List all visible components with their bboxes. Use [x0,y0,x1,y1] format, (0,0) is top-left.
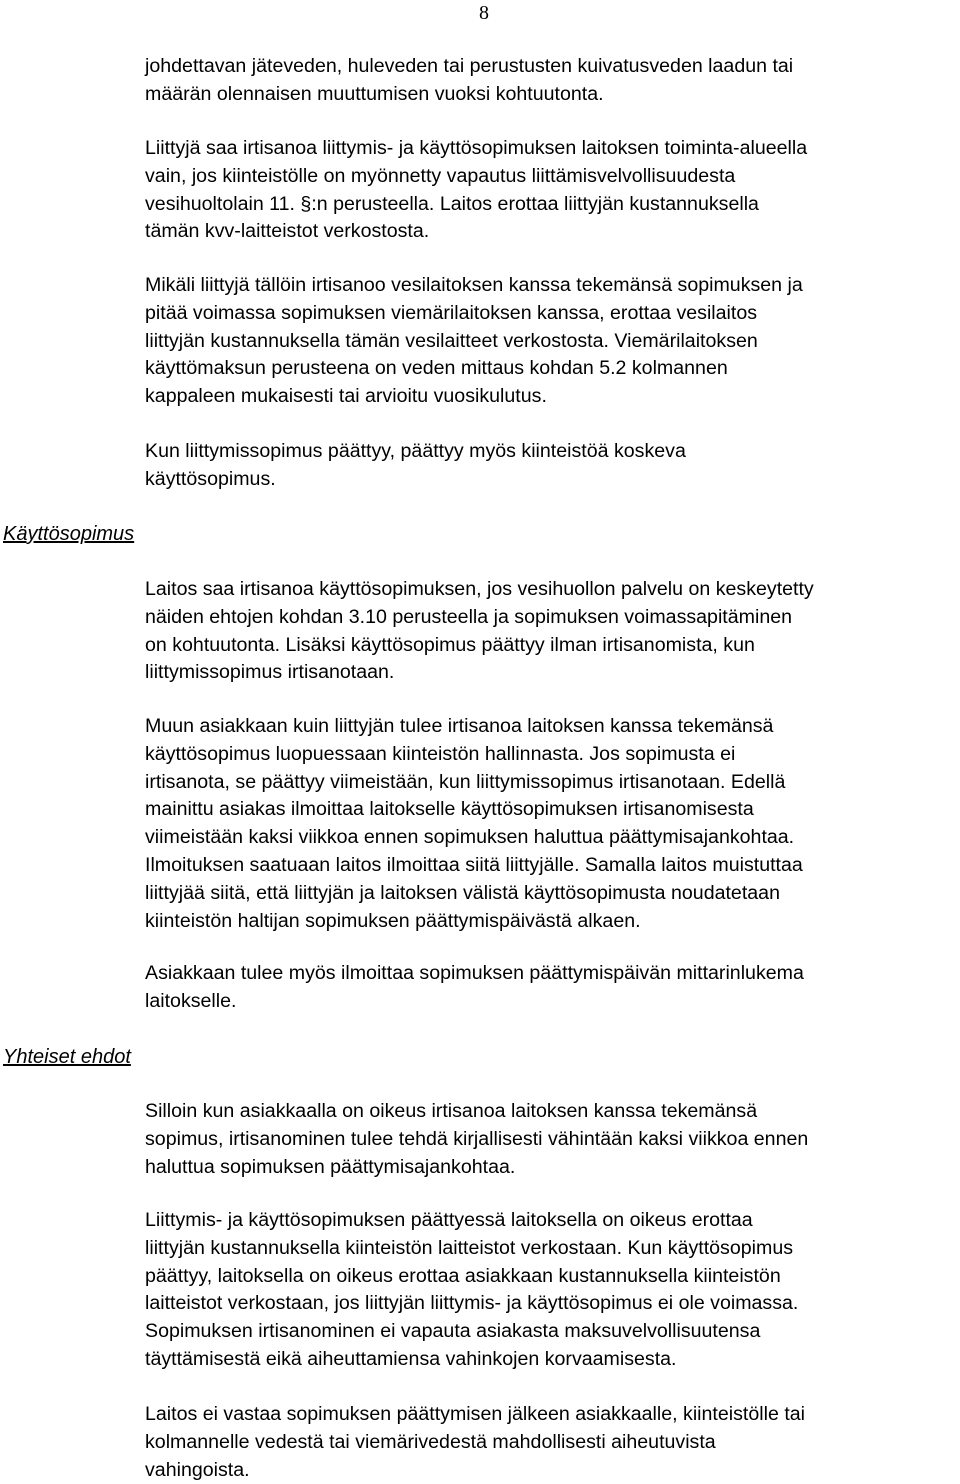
paragraph-7: Asiakkaan tulee myös ilmoittaa sopimuksen päättymispäivän mittarinlukema laitokselle. [145,962,804,1012]
paragraph-6: Muun asiakkaan kuin liittyjän tulee irtisanoa laitoksen kanssa tekemänsä käyttösopimus luopuessaan kiinteistön hallinnasta. Jos sopimusta ei irtisanota, se päättyy viimeistään, kun liittymissopimus irtisanotaan. Edellä mainittu asiakas ilmoittaa laitokselle käyttösopimuksen irtisanomisesta viimeistään kaksi viikkoa ennen sopimuksen haluttua päättymisajankohtaa. Ilmoituksen saatuaan laitos ilmoittaa siitä liittyjälle. Samalla laitos muistuttaa liittyjää siitä, että liittyjän ja laitoksen välistä käyttösopimusta noudatetaan kiinteistön haltijan sopimuksen päättymispäivästä alkaen. [145,715,803,932]
page-number: 8 [479,2,489,24]
paragraph-8: Silloin kun asiakkaalla on oikeus irtisanoa laitoksen kanssa tekemänsä sopimus, irtisanominen tulee tehdä kirjallisesti vähintään kaksi viikkoa ennen haluttua sopimuksen päättymisajankohtaa. [145,1100,809,1178]
paragraph-5: Laitos saa irtisanoa käyttösopimuksen, jos vesihuollon palvelu on keskeytetty näiden ehtojen kohdan 3.10 perusteella ja sopimuksen voimassapitäminen on kohtuutonta. Lisäksi käyttösopimus päättyy ilman irtisanomista, kun liittymissopimus irtisanotaan. [145,578,814,684]
side-heading-yhteiset-ehdot: Yhteiset ehdot [3,1046,131,1068]
paragraph-9: Liittymis- ja käyttösopimuksen päättyessä laitoksella on oikeus erottaa liittyjän kustannuksella kiinteistön laitteistot verkostaan. Kun käyttösopimus päättyy, laitoksella on oikeus erottaa asiakkaan kustannuksella kiinteistön laitteistot verkostaan, jos liittyjän liittymis- ja käyttösopimus ei ole voimassa. Sopimuksen irtisanominen ei vapauta asiakasta maksuvelvollisuutensa täyttämisestä eikä aiheuttamiensa vahinkojen korvaamisesta. [145,1209,799,1370]
paragraph-4: Kun liittymissopimus päättyy, päättyy myös kiinteistöä koskeva käyttösopimus. [145,440,686,490]
paragraph-3: Mikäli liittyjä tällöin irtisanoo vesilaitoksen kanssa tekemänsä sopimuksen ja pitää voimassa sopimuksen viemärilaitoksen kanssa, erottaa vesilaitos liittyjän kustannuksella tämän vesilaitteet verkostosta. Viemärilaitoksen käyttömaksun perusteena on veden mittaus kohdan 5.2 kolmannen kappaleen mukaisesti tai arvioitu vuosikulutus. [145,274,803,408]
paragraph-10: Laitos ei vastaa sopimuksen päättymisen jälkeen asiakkaalle, kiinteistölle tai kolmannelle vedestä tai viemärivedestä mahdollisesti aiheutuvista vahingoista. [145,1403,806,1481]
paragraph-1: johdettavan jäteveden, huleveden tai perustusten kuivatusveden laadun tai määrän olennaisen muuttumisen vuoksi kohtuutonta. [145,55,794,105]
paragraph-2: Liittyjä saa irtisanoa liittymis- ja käyttösopimuksen laitoksen toiminta-alueella vain, jos kiinteistölle on myönnetty vapautus liittämisvelvollisuudesta vesihuoltolain 11. §:n perusteella. Laitos erottaa liittyjän kustannuksella tämän kvv-laitteistot verkostosta. [145,137,808,243]
side-heading-kayttosopimus: Käyttösopimus [3,523,135,545]
